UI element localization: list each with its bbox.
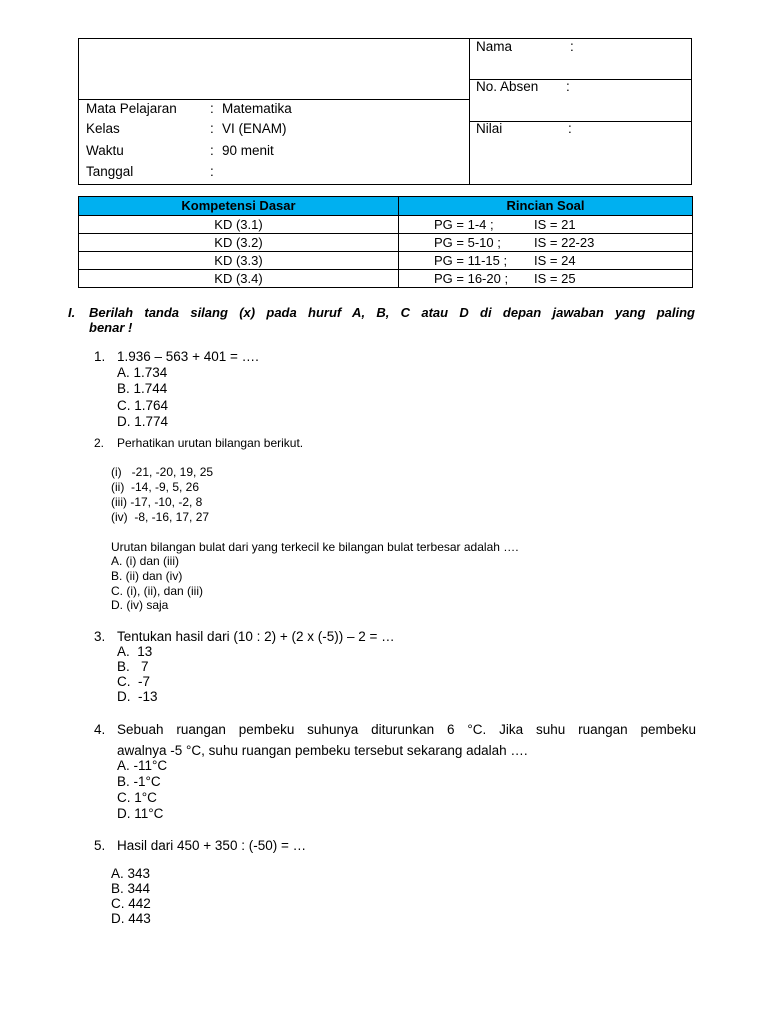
pg-range: PG = 16-20 ; xyxy=(434,270,509,286)
option-c: C. -7 xyxy=(117,674,151,689)
option-a: A. (i) dan (iii) xyxy=(111,554,180,568)
question-4-line-1: Sebuah ruangan pembeku suhunya diturunkan 6 °C. Jika suhu ruangan pembeku xyxy=(117,722,696,737)
time-sep: : xyxy=(210,143,214,158)
section-number: I. xyxy=(68,305,76,320)
table-row xyxy=(79,234,693,252)
question-number: 3. xyxy=(94,629,106,644)
option-c: C. 1°C xyxy=(117,790,157,805)
date-sep: : xyxy=(210,164,214,179)
pg-range: PG = 11-15 ; xyxy=(434,252,508,268)
pg-range: PG = 1-4 ; xyxy=(434,216,494,232)
detail-cell xyxy=(399,270,693,288)
time-label: Waktu xyxy=(86,143,124,158)
detail-cell xyxy=(399,216,693,234)
subject-sep: : xyxy=(210,101,214,116)
identity-box-divider xyxy=(469,38,470,185)
sequence-item: (iii) -17, -10, -2, 8 xyxy=(111,495,203,509)
class-sep: : xyxy=(210,121,214,136)
option-a: A. -11°C xyxy=(117,758,168,773)
option-c: C. 442 xyxy=(111,896,151,911)
question-number: 1. xyxy=(94,349,106,364)
question-5-text: Hasil dari 450 + 350 : (-50) = … xyxy=(117,838,307,853)
option-d: D. 11°C xyxy=(117,806,164,821)
question-number: 2. xyxy=(94,436,105,450)
sequence-item: (ii) -14, -9, 5, 26 xyxy=(111,480,200,494)
option-a: A. 1.734 xyxy=(117,365,168,380)
question-1-text: 1.936 – 563 + 401 = …. xyxy=(117,349,259,364)
instruction-line-2: benar ! xyxy=(89,320,133,335)
time-value: 90 menit xyxy=(222,143,274,158)
is-number: IS = 21 xyxy=(534,216,576,232)
sequence-item: (i) -21, -20, 19, 25 xyxy=(111,465,214,479)
option-c: C. (i), (ii), dan (iii) xyxy=(111,584,203,598)
question-3-text: Tentukan hasil dari (10 : 2) + (2 x (-5)) – 2 = … xyxy=(117,629,395,644)
absen-label: No. Absen xyxy=(476,79,539,94)
subject-value: Matematika xyxy=(222,101,292,116)
option-b: B. -1°C xyxy=(117,774,161,789)
sequence-item: (iv) -8, -16, 17, 27 xyxy=(111,510,210,524)
option-d: D. (iv) saja xyxy=(111,598,169,612)
table-header-row xyxy=(79,197,693,216)
instruction-line-1: Berilah tanda silang (x) pada huruf A, B, C atau D di depan jawaban yang paling xyxy=(89,305,695,320)
table-row xyxy=(79,216,693,234)
option-c: C. 1.764 xyxy=(117,398,169,413)
identity-box-divider xyxy=(78,99,470,100)
table-row xyxy=(79,270,693,288)
table-row xyxy=(79,252,693,270)
score-sep: : xyxy=(568,121,572,136)
question-number: 4. xyxy=(94,722,106,737)
option-a: A. 13 xyxy=(117,644,153,659)
date-label: Tanggal xyxy=(86,164,134,179)
is-number: IS = 25 xyxy=(534,270,576,286)
detail-cell xyxy=(399,234,693,252)
column-header-detail: Rincian Soal xyxy=(399,197,693,216)
option-d: D. 443 xyxy=(111,911,151,926)
question-2-prompt: Urutan bilangan bulat dari yang terkecil ke bilangan bulat terbesar adalah …. xyxy=(111,540,519,554)
detail-cell xyxy=(399,252,693,270)
kd-cell: KD (3.4) xyxy=(79,270,399,288)
column-header-kd: Kompetensi Dasar xyxy=(79,197,399,216)
score-label: Nilai xyxy=(476,121,503,136)
option-d: D. -13 xyxy=(117,689,158,704)
question-2-text: Perhatikan urutan bilangan berikut. xyxy=(117,436,304,450)
question-4-line-2: awalnya -5 °C, suhu ruangan pembeku tersebut sekarang adalah …. xyxy=(117,743,528,758)
class-value: VI (ENAM) xyxy=(222,121,287,136)
is-number: IS = 22-23 xyxy=(534,234,595,250)
name-label: Nama xyxy=(476,39,513,54)
option-b: B. 1.744 xyxy=(117,381,168,396)
option-b: B. 7 xyxy=(117,659,149,674)
pg-range: PG = 5-10 ; xyxy=(434,234,501,250)
option-a: A. 343 xyxy=(111,866,151,881)
competency-table xyxy=(78,196,693,288)
class-label: Kelas xyxy=(86,121,120,136)
subject-label: Mata Pelajaran xyxy=(86,101,177,116)
kd-cell: KD (3.2) xyxy=(79,234,399,252)
option-b: B. 344 xyxy=(111,881,151,896)
option-d: D. 1.774 xyxy=(117,414,169,429)
kd-cell: KD (3.1) xyxy=(79,216,399,234)
question-number: 5. xyxy=(94,838,106,853)
name-sep: : xyxy=(570,39,574,54)
kd-cell: KD (3.3) xyxy=(79,252,399,270)
is-number: IS = 24 xyxy=(534,252,576,268)
option-b: B. (ii) dan (iv) xyxy=(111,569,183,583)
identity-box-divider xyxy=(469,121,692,122)
absen-sep: : xyxy=(566,79,570,94)
